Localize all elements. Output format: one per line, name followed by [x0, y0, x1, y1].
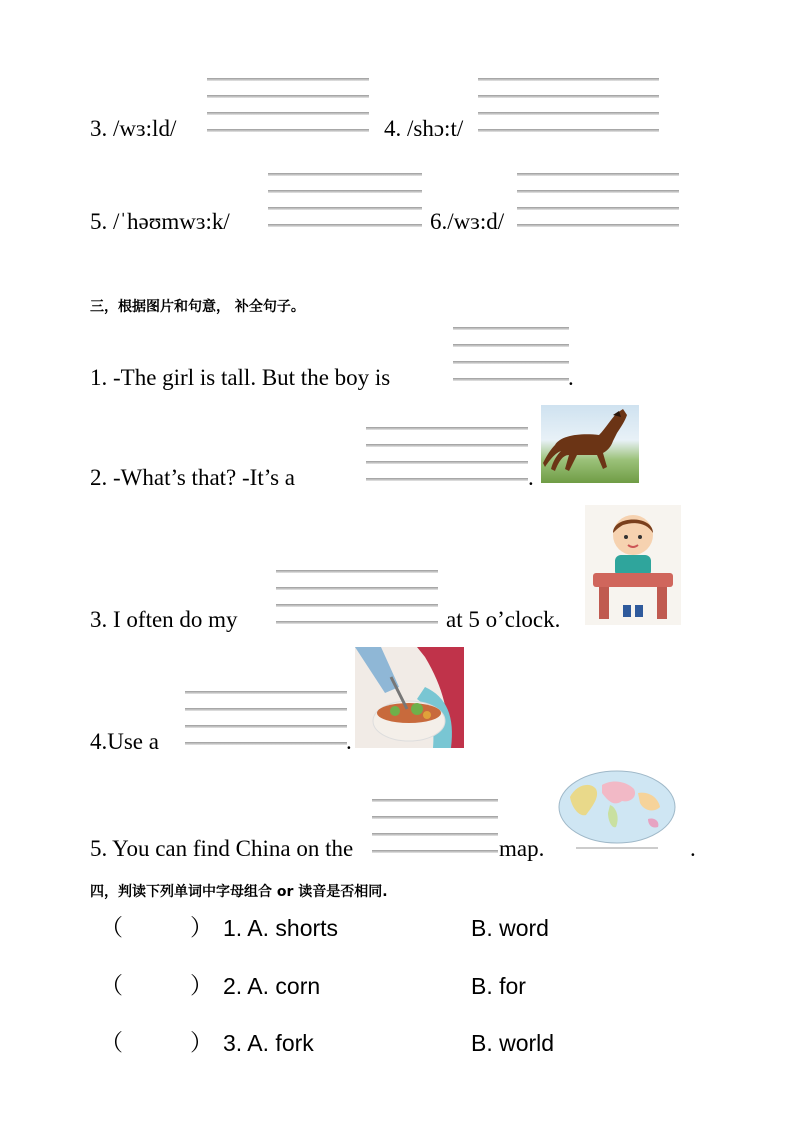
q1-period: .	[568, 365, 574, 390]
phonetic-6: 6./wɜ:d/	[430, 209, 505, 234]
writing-lines-5[interactable]	[268, 173, 422, 229]
horse-image	[541, 405, 639, 483]
item-2-close-paren: ）	[190, 973, 213, 998]
item-2-open-paren[interactable]: （	[100, 973, 123, 998]
q1-answer-lines[interactable]	[453, 327, 569, 383]
q2-period: .	[528, 465, 534, 490]
q2-text: 2. -What’s that? -It’s a	[90, 465, 296, 490]
q5-trailing-period: .	[690, 836, 696, 861]
q2-answer-lines[interactable]	[366, 427, 528, 483]
horse-icon	[541, 405, 639, 483]
item-3-close-paren: ）	[190, 1030, 213, 1055]
section-3-heading: 三，根据图片和句意， 补全句子。	[90, 299, 305, 315]
q5-tail: map.	[499, 836, 545, 861]
writing-lines-3[interactable]	[207, 78, 369, 134]
writing-lines-6[interactable]	[517, 173, 679, 229]
item-3-option-a: 3. A. fork	[223, 1030, 314, 1056]
q3-text: 3. I often do my	[90, 607, 238, 632]
phonetic-3: 3. /wɜ:ld/	[90, 116, 177, 141]
item-2-option-a: 2. A. corn	[223, 973, 321, 999]
boy-studying-icon	[585, 505, 681, 625]
phonetic-5: 5. /ˈhəʊmwɜ:k/	[90, 209, 230, 234]
item-3-open-paren[interactable]: （	[100, 1030, 123, 1055]
q4-text: 4.Use a	[90, 729, 159, 754]
writing-lines-4[interactable]	[478, 78, 659, 134]
q4-period: .	[346, 729, 352, 754]
q1-text: 1. -The girl is tall. But the boy is	[90, 365, 391, 390]
q3-answer-lines[interactable]	[276, 570, 438, 626]
q5-answer-lines[interactable]	[372, 799, 498, 855]
item-3-option-b: B. world	[471, 1030, 555, 1056]
q3-tail: at 5 o’clock.	[446, 607, 561, 632]
fork-salad-image	[355, 647, 464, 748]
world-map-icon	[556, 767, 678, 855]
q4-answer-lines[interactable]	[185, 691, 347, 747]
world-map-image	[556, 767, 678, 855]
section-4-heading: 四，判读下列单词中字母组合 or 读音是否相同.	[90, 884, 388, 900]
item-1-option-a: 1. A. shorts	[223, 915, 339, 941]
item-1-open-paren[interactable]: （	[100, 915, 123, 940]
boy-at-desk-image	[585, 505, 681, 625]
q5-text: 5. You can find China on the	[90, 836, 354, 861]
item-1-option-b: B. word	[471, 915, 549, 941]
fork-icon	[355, 647, 464, 748]
item-2-option-b: B. for	[471, 973, 526, 999]
item-1-close-paren: ）	[190, 915, 213, 940]
phonetic-4: 4. /shɔ:t/	[384, 116, 464, 141]
